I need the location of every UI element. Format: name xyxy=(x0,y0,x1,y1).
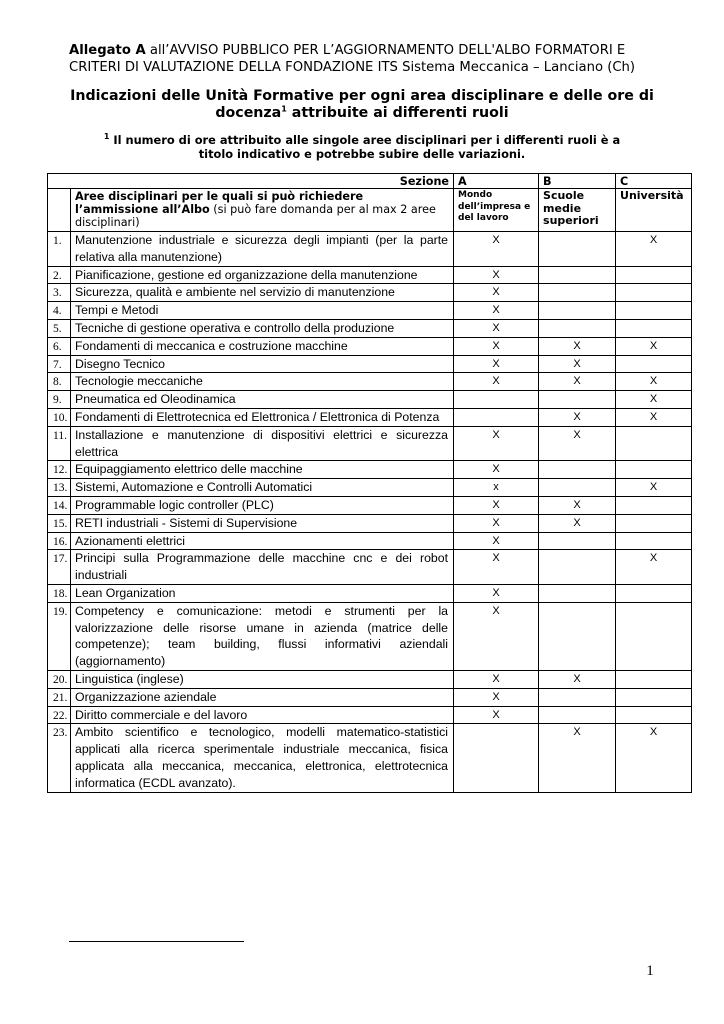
row-description: Installazione e manutenzione di dispositivi elettrici e sicurezza elettrica xyxy=(71,426,454,461)
table-row xyxy=(48,584,692,602)
row-mark-b: X xyxy=(539,408,616,426)
row-mark-c: X xyxy=(616,232,692,267)
row-mark-a: X xyxy=(454,319,539,337)
row-description: Programmable logic controller (PLC) xyxy=(71,496,454,514)
row-mark-a: X xyxy=(454,355,539,373)
row-number: 23. xyxy=(48,724,71,792)
table-row xyxy=(48,670,692,688)
table-row xyxy=(48,479,692,497)
row-mark-a: X xyxy=(454,688,539,706)
row-description: Diritto commerciale e del lavoro xyxy=(71,706,454,724)
row-mark-c xyxy=(616,706,692,724)
row-number: 7. xyxy=(48,355,71,373)
row-mark-a: X xyxy=(454,532,539,550)
row-number: 21. xyxy=(48,688,71,706)
row-mark-b: X xyxy=(539,670,616,688)
areas-header-note: (si può fare domanda per al max 2 aree disciplinari) xyxy=(75,203,436,229)
row-description: Lean Organization xyxy=(71,584,454,602)
row-mark-b xyxy=(539,391,616,409)
row-description: Organizzazione aziendale xyxy=(71,688,454,706)
table-row xyxy=(48,496,692,514)
row-number: 10. xyxy=(48,408,71,426)
row-number: 14. xyxy=(48,496,71,514)
section-header-row xyxy=(48,174,692,189)
row-mark-b: X xyxy=(539,373,616,391)
row-mark-b xyxy=(539,602,616,670)
table-row xyxy=(48,688,692,706)
footnote-note xyxy=(90,133,634,161)
row-number: 20. xyxy=(48,670,71,688)
row-number: 6. xyxy=(48,337,71,355)
row-mark-c xyxy=(616,266,692,284)
section-c-letter: C xyxy=(616,174,692,189)
row-description: Azionamenti elettrici xyxy=(71,532,454,550)
row-mark-c: X xyxy=(616,337,692,355)
row-mark-c: X xyxy=(616,479,692,497)
document-header xyxy=(69,42,679,76)
row-mark-b xyxy=(539,461,616,479)
row-mark-a: X xyxy=(454,337,539,355)
row-description: Tecnologie meccaniche xyxy=(71,373,454,391)
row-mark-a: X xyxy=(454,266,539,284)
row-mark-a: x xyxy=(454,479,539,497)
row-number: 17. xyxy=(48,550,71,585)
row-mark-c xyxy=(616,584,692,602)
row-description: Competency e comunicazione: metodi e strumenti per la valorizzazione delle risorse umane in azienda (matrice delle competenze); team building, flussi informativi aziendali (aggiornamento) xyxy=(71,602,454,670)
table-row xyxy=(48,355,692,373)
row-description: Pianificazione, gestione ed organizzazione della manutenzione xyxy=(71,266,454,284)
row-description: Manutenzione industriale e sicurezza degli impianti (per la parte relativa alla manutenzione) xyxy=(71,232,454,267)
row-number: 4. xyxy=(48,302,71,320)
col-b-header: Scuole medie superiori xyxy=(539,189,616,232)
row-description: RETI industriali - Sistemi di Supervisione xyxy=(71,514,454,532)
title-footnote-ref: 1 xyxy=(281,104,287,114)
row-mark-b xyxy=(539,532,616,550)
row-description: Pneumatica ed Oleodinamica xyxy=(71,391,454,409)
table-row xyxy=(48,461,692,479)
row-mark-c xyxy=(616,319,692,337)
row-mark-b: X xyxy=(539,496,616,514)
row-number: 22. xyxy=(48,706,71,724)
row-number: 13. xyxy=(48,479,71,497)
section-a-letter: A xyxy=(454,174,539,189)
row-mark-b: X xyxy=(539,426,616,461)
areas-header-bold: Aree disciplinari per le quali si può richiedere l’ammissione all’Albo xyxy=(75,190,364,216)
table-row xyxy=(48,706,692,724)
row-number: 18. xyxy=(48,584,71,602)
table-row xyxy=(48,532,692,550)
row-mark-b xyxy=(539,550,616,585)
row-number: 19. xyxy=(48,602,71,670)
row-mark-c xyxy=(616,284,692,302)
row-mark-a: X xyxy=(454,584,539,602)
row-mark-a: X xyxy=(454,514,539,532)
attachment-label: Allegato A xyxy=(69,43,146,58)
table-row xyxy=(48,426,692,461)
row-description: Tempi e Metodi xyxy=(71,302,454,320)
row-mark-c: X xyxy=(616,408,692,426)
row-description: Disegno Tecnico xyxy=(71,355,454,373)
disciplinary-areas-table xyxy=(47,173,692,793)
row-mark-a: X xyxy=(454,602,539,670)
row-mark-b xyxy=(539,319,616,337)
row-mark-a: X xyxy=(454,461,539,479)
row-mark-b xyxy=(539,266,616,284)
row-mark-a: X xyxy=(454,426,539,461)
areas-header-cell xyxy=(71,189,454,232)
row-mark-b xyxy=(539,284,616,302)
table-row xyxy=(48,319,692,337)
row-description: Linguistica (inglese) xyxy=(71,670,454,688)
row-number: 3. xyxy=(48,284,71,302)
row-mark-b: X xyxy=(539,724,616,792)
row-number: 11. xyxy=(48,426,71,461)
row-number: 1. xyxy=(48,232,71,267)
table-row xyxy=(48,302,692,320)
row-mark-c xyxy=(616,461,692,479)
row-mark-a: X xyxy=(454,284,539,302)
row-mark-a: X xyxy=(454,550,539,585)
row-mark-c: X xyxy=(616,724,692,792)
row-mark-a xyxy=(454,408,539,426)
row-mark-c: X xyxy=(616,391,692,409)
row-mark-a: X xyxy=(454,496,539,514)
row-description: Principi sulla Programmazione delle macchine cnc e dei robot industriali xyxy=(71,550,454,585)
row-mark-c xyxy=(616,670,692,688)
table-row xyxy=(48,373,692,391)
note-text: Il numero di ore attribuito alle singole aree disciplinari per i differenti ruoli è a titolo indicativo e potrebbe subire delle variazioni. xyxy=(109,133,621,161)
col-a-header: Mondo dell’impresa e del lavoro xyxy=(454,189,539,232)
table-row xyxy=(48,514,692,532)
footnote-separator xyxy=(69,941,244,942)
row-mark-b: X xyxy=(539,514,616,532)
note-footnote-mark: 1 xyxy=(103,132,110,142)
row-mark-b xyxy=(539,584,616,602)
table-row xyxy=(48,266,692,284)
row-mark-c xyxy=(616,688,692,706)
row-mark-a: X xyxy=(454,706,539,724)
section-label: Sezione xyxy=(48,174,454,189)
page-number: 1 xyxy=(646,963,654,979)
row-mark-b xyxy=(539,706,616,724)
row-mark-b: X xyxy=(539,337,616,355)
row-mark-c xyxy=(616,355,692,373)
row-description: Tecniche di gestione operativa e controllo della produzione xyxy=(71,319,454,337)
row-number: 2. xyxy=(48,266,71,284)
row-mark-a: X xyxy=(454,373,539,391)
section-b-letter: B xyxy=(539,174,616,189)
row-description: Sistemi, Automazione e Controlli Automatici xyxy=(71,479,454,497)
row-number: 15. xyxy=(48,514,71,532)
row-mark-c xyxy=(616,426,692,461)
row-mark-b xyxy=(539,302,616,320)
table-row xyxy=(48,408,692,426)
row-mark-b xyxy=(539,232,616,267)
row-mark-c xyxy=(616,602,692,670)
row-mark-c xyxy=(616,532,692,550)
column-header-row xyxy=(48,189,692,232)
row-mark-c xyxy=(616,514,692,532)
table-row xyxy=(48,602,692,670)
row-mark-c: X xyxy=(616,373,692,391)
row-description: Ambito scientifico e tecnologico, modelli matematico-statistici applicati alla ricerca sperimentale industriale meccanica, fisica applicata alla meccanica, meccanica, elettronica, elettrotecnica informatica (ECDL avanzato). xyxy=(71,724,454,792)
row-mark-a: X xyxy=(454,670,539,688)
row-mark-a xyxy=(454,391,539,409)
col-c-header: Università xyxy=(616,189,692,232)
table-row xyxy=(48,550,692,585)
row-number: 8. xyxy=(48,373,71,391)
row-mark-a: X xyxy=(454,302,539,320)
row-mark-b xyxy=(539,688,616,706)
row-description: Fondamenti di meccanica e costruzione macchine xyxy=(71,337,454,355)
row-number: 9. xyxy=(48,391,71,409)
row-mark-c xyxy=(616,496,692,514)
number-header-cell xyxy=(48,189,71,232)
table-row xyxy=(48,232,692,267)
title-part1: Indicazioni delle Unità Formative per ogni area disciplinare e delle ore di docenza xyxy=(70,88,654,121)
row-mark-a xyxy=(454,724,539,792)
row-description: Sicurezza, qualità e ambiente nel servizio di manutenzione xyxy=(71,284,454,302)
row-mark-a: X xyxy=(454,232,539,267)
header-text: all’AVVISO PUBBLICO PER L’AGGIORNAMENTO DELL'ALBO FORMATORI E CRITERI DI VALUTAZIONE DELLA FONDAZIONE ITS Sistema Meccanica – Lanciano (Ch) xyxy=(69,43,636,75)
row-number: 16. xyxy=(48,532,71,550)
table-row xyxy=(48,724,692,792)
row-mark-b: X xyxy=(539,355,616,373)
row-mark-c: X xyxy=(616,550,692,585)
row-description: Fondamenti di Elettrotecnica ed Elettronica / Elettronica di Potenza xyxy=(71,408,454,426)
row-number: 12. xyxy=(48,461,71,479)
row-description: Equipaggiamento elettrico delle macchine xyxy=(71,461,454,479)
row-mark-b xyxy=(539,479,616,497)
row-mark-c xyxy=(616,302,692,320)
page-title xyxy=(60,88,664,122)
table-body xyxy=(48,174,692,793)
row-number: 5. xyxy=(48,319,71,337)
table-row xyxy=(48,391,692,409)
table-row xyxy=(48,337,692,355)
table-row xyxy=(48,284,692,302)
title-part2: attribuite ai differenti ruoli xyxy=(286,105,509,121)
